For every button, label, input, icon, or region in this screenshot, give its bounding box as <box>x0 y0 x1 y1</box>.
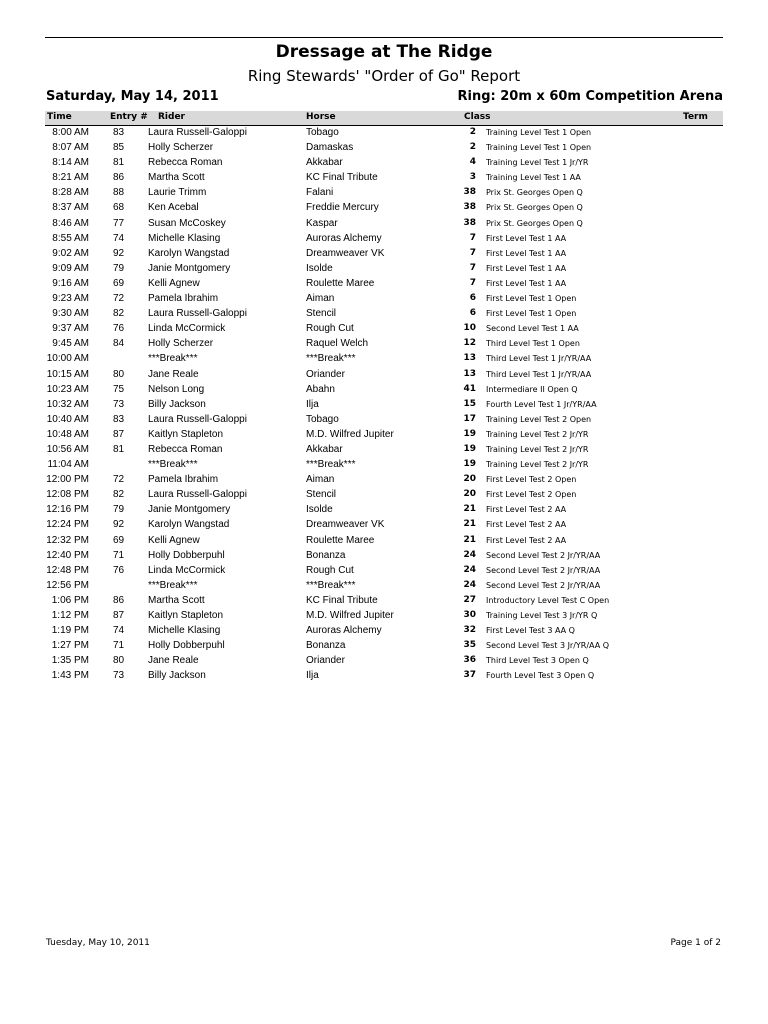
table-row <box>45 564 723 579</box>
row-rider: Kaitlyn Stapleton <box>148 428 224 440</box>
row-class-name: Training Level Test 1 Open <box>486 128 592 137</box>
row-class-name: Introductory Level Test C Open <box>486 595 610 605</box>
row-rider: Kelli Agnew <box>148 277 200 289</box>
row-time: 12:16 PM <box>46 504 89 516</box>
col-header-entry: Entry # <box>110 112 148 122</box>
row-rider: Pamela Ibrahim <box>148 474 219 486</box>
table-row <box>45 624 723 639</box>
row-time: 12:48 PM <box>46 564 89 576</box>
row-rider: Laura Russell-Galoppi <box>148 127 247 138</box>
row-horse: Tobago <box>306 413 339 425</box>
row-entry: 74 <box>113 625 125 637</box>
row-class-name: First Level Test 2 Open <box>486 475 577 485</box>
table-row <box>45 262 723 277</box>
row-rider: ***Break*** <box>148 459 198 471</box>
row-time: 9:30 AM <box>52 308 89 320</box>
row-entry: 88 <box>113 187 125 199</box>
row-horse: Aiman <box>306 293 335 305</box>
row-rider: Janie Montgomery <box>148 504 231 516</box>
table-row <box>45 669 723 684</box>
row-rider: Linda McCormick <box>148 564 226 576</box>
row-class-number: 27 <box>463 594 476 605</box>
table-row <box>45 186 723 201</box>
row-horse: Bonanza <box>306 549 346 561</box>
row-horse: KC Final Tribute <box>306 594 378 606</box>
row-class-number: 17 <box>463 413 476 424</box>
row-class-name: Training Level Test 2 Jr/YR <box>486 460 589 470</box>
row-class-number: 19 <box>463 459 476 470</box>
row-horse: Isolde <box>306 262 333 274</box>
row-time: 9:45 AM <box>52 338 89 350</box>
row-entry: 71 <box>113 640 125 652</box>
row-entry: 73 <box>113 670 125 682</box>
row-horse: Oriander <box>306 655 345 667</box>
row-entry: 72 <box>113 474 125 486</box>
row-class-number: 6 <box>469 293 476 304</box>
row-entry: 92 <box>113 519 125 531</box>
row-entry: 80 <box>113 655 125 667</box>
row-entry: 75 <box>113 383 125 395</box>
row-entry: 86 <box>113 172 125 184</box>
row-horse: Freddie Mercury <box>306 202 379 214</box>
order-of-go-table <box>45 126 723 684</box>
row-time: 9:23 AM <box>52 293 89 305</box>
row-time: 1:19 PM <box>51 625 89 637</box>
row-rider: Janie Montgomery <box>148 262 231 274</box>
row-rider: Susan McCoskey <box>148 217 226 229</box>
row-rider: Ken Acebal <box>148 202 199 214</box>
row-horse: M.D. Wilfred Jupiter <box>306 428 394 440</box>
row-time: 9:02 AM <box>52 247 89 259</box>
row-rider: Karolyn Wangstad <box>148 247 230 259</box>
row-rider: Holly Dobberpuhl <box>148 640 225 652</box>
row-time: 10:32 AM <box>46 398 89 410</box>
row-time: 12:32 PM <box>46 534 89 546</box>
row-time: 8:28 AM <box>52 187 89 199</box>
row-horse: ***Break*** <box>306 579 356 591</box>
row-horse: Aiman <box>306 474 335 486</box>
table-row <box>45 398 723 413</box>
row-horse: Auroras Alchemy <box>306 232 382 244</box>
table-header <box>45 111 723 126</box>
table-row <box>45 473 723 488</box>
table-row <box>45 247 723 262</box>
table-row <box>45 639 723 654</box>
row-entry: 79 <box>113 262 125 274</box>
row-rider: Michelle Klasing <box>148 625 221 637</box>
row-entry: 84 <box>113 338 125 350</box>
row-class-name: Prix St. Georges Open Q <box>486 203 583 213</box>
row-rider: Kaitlyn Stapleton <box>148 610 224 621</box>
table-row <box>45 141 723 156</box>
row-horse: M.D. Wilfred Jupiter <box>306 610 394 621</box>
row-rider: Holly Dobberpuhl <box>148 549 225 561</box>
ring-name: Ring: 20m x 60m Competition Arena <box>457 89 723 104</box>
table-row <box>45 518 723 533</box>
row-class-number: 6 <box>469 308 476 319</box>
col-header-class: Class <box>464 112 491 122</box>
row-class-name: First Level Test 1 AA <box>486 278 567 288</box>
row-class-number: 32 <box>463 625 476 636</box>
row-entry: 82 <box>113 308 125 320</box>
event-date: Saturday, May 14, 2011 <box>46 89 219 104</box>
row-time: 8:14 AM <box>52 157 89 169</box>
row-time: 9:37 AM <box>52 323 89 335</box>
row-rider: Karolyn Wangstad <box>148 519 230 531</box>
row-class-number: 13 <box>463 368 476 379</box>
table-row <box>45 337 723 352</box>
row-class-number: 13 <box>463 353 476 364</box>
row-class-name: Second Level Test 2 Jr/YR/AA <box>486 565 601 575</box>
row-rider: Nelson Long <box>148 383 205 395</box>
table-row <box>45 654 723 669</box>
row-rider: Martha Scott <box>148 172 205 184</box>
report-subtitle: Ring Stewards' "Order of Go" Report <box>247 67 521 85</box>
row-horse: Akkabar <box>306 157 343 169</box>
row-horse: Rough Cut <box>306 323 354 335</box>
row-horse: Akkabar <box>306 443 343 455</box>
row-time: 12:24 PM <box>46 519 89 531</box>
row-class-number: 37 <box>463 670 476 681</box>
row-entry: 83 <box>113 413 125 425</box>
row-horse: KC Final Tribute <box>306 172 378 184</box>
row-class-number: 7 <box>469 247 476 258</box>
row-class-name: Third Level Test 1 Jr/YR/AA <box>486 354 592 364</box>
row-class-name: Intermediare II Open Q <box>486 384 578 394</box>
row-time: 1:06 PM <box>51 594 89 606</box>
table-row <box>45 609 723 624</box>
row-class-name: Third Level Test 1 Jr/YR/AA <box>486 369 592 379</box>
row-class-number: 24 <box>463 564 476 575</box>
table-row <box>45 292 723 307</box>
row-horse: Raquel Welch <box>306 338 369 350</box>
row-entry: 80 <box>113 368 125 380</box>
row-class-name: First Level Test 1 AA <box>486 248 567 258</box>
row-class-number: 12 <box>463 338 476 349</box>
row-horse: Tobago <box>306 127 339 138</box>
row-class-number: 36 <box>463 655 476 666</box>
row-class-name: First Level Test 2 AA <box>486 535 567 545</box>
row-class-number: 24 <box>463 549 476 560</box>
row-entry: 72 <box>113 293 125 305</box>
row-horse: Roulette Maree <box>306 277 375 289</box>
row-class-name: First Level Test 1 Open <box>486 309 577 319</box>
row-entry: 79 <box>113 504 125 516</box>
row-rider: Linda McCormick <box>148 323 226 335</box>
table-row <box>45 383 723 398</box>
row-class-name: Training Level Test 2 Open <box>486 414 592 424</box>
row-class-name: Second Level Test 2 Jr/YR/AA <box>486 580 601 590</box>
row-class-number: 41 <box>463 383 476 394</box>
row-class-number: 30 <box>463 610 476 620</box>
row-class-name: First Level Test 2 AA <box>486 505 567 515</box>
table-row <box>45 413 723 428</box>
row-class-number: 21 <box>463 519 476 530</box>
row-class-number: 38 <box>463 202 476 213</box>
row-horse: Isolde <box>306 504 333 516</box>
row-horse: Dreamweaver VK <box>306 247 385 259</box>
row-class-name: Training Level Test 2 Jr/YR <box>486 444 589 454</box>
row-class-number: 19 <box>463 428 476 439</box>
row-entry: 87 <box>113 610 125 621</box>
table-row <box>45 201 723 216</box>
row-class-number: 35 <box>463 640 476 651</box>
row-class-name: First Level Test 1 AA <box>486 233 567 243</box>
row-time: 10:00 AM <box>46 353 89 365</box>
row-rider: Billy Jackson <box>148 670 206 682</box>
row-horse: Auroras Alchemy <box>306 625 382 637</box>
row-horse: Stencil <box>306 489 337 501</box>
row-class-name: Second Level Test 3 Jr/YR/AA Q <box>486 641 610 651</box>
row-rider: Laura Russell-Galoppi <box>148 308 247 320</box>
row-horse: Dreamweaver VK <box>306 519 385 531</box>
row-time: 8:37 AM <box>52 202 89 214</box>
row-horse: Oriander <box>306 368 345 380</box>
row-class-name: Training Level Test 1 Jr/YR <box>486 158 589 168</box>
table-row <box>45 549 723 564</box>
row-entry: 76 <box>113 564 125 576</box>
row-class-name: Training Level Test 1 AA <box>486 173 581 183</box>
row-horse: ***Break*** <box>306 353 356 365</box>
row-class-number: 2 <box>469 127 476 137</box>
row-entry: 81 <box>113 443 125 455</box>
row-rider: Billy Jackson <box>148 398 206 410</box>
row-rider: Jane Reale <box>148 368 199 380</box>
row-entry: 86 <box>113 594 125 606</box>
row-time: 8:21 AM <box>52 172 89 184</box>
row-horse: Bonanza <box>306 640 346 652</box>
row-class-name: Prix St. Georges Open Q <box>486 218 583 228</box>
table-row <box>45 443 723 458</box>
row-class-name: First Level Test 2 Open <box>486 490 577 500</box>
row-class-number: 7 <box>469 277 476 288</box>
row-class-number: 4 <box>469 157 476 168</box>
row-class-number: 15 <box>463 398 476 409</box>
row-horse: Ilja <box>306 398 319 410</box>
row-horse: Falani <box>306 187 334 199</box>
col-header-time: Time <box>47 112 72 122</box>
row-class-name: Third Level Test 3 Open Q <box>486 656 589 666</box>
row-rider: Jane Reale <box>148 655 199 667</box>
row-time: 8:46 AM <box>52 217 89 229</box>
table-row <box>45 488 723 503</box>
table-row <box>45 534 723 549</box>
row-entry: 87 <box>113 428 125 440</box>
row-time: 1:27 PM <box>51 640 89 652</box>
report-title: Dressage at The Ridge <box>275 42 493 62</box>
row-time: 12:40 PM <box>46 549 89 561</box>
row-class-name: Training Level Test 3 Jr/YR Q <box>486 611 598 620</box>
table-row <box>45 171 723 186</box>
table-row <box>45 217 723 232</box>
col-header-horse: Horse <box>306 112 336 122</box>
row-class-name: Fourth Level Test 3 Open Q <box>486 671 595 681</box>
row-class-name: Prix St. Georges Open Q <box>486 188 583 198</box>
table-row <box>45 156 723 171</box>
row-time: 1:12 PM <box>51 610 89 621</box>
row-class-name: Third Level Test 1 Open <box>486 339 580 349</box>
row-class-name: First Level Test 1 AA <box>486 263 567 273</box>
row-rider: Rebecca Roman <box>148 157 223 169</box>
row-entry: 69 <box>113 277 125 289</box>
row-time: 10:56 AM <box>46 443 89 455</box>
row-class-number: 21 <box>463 504 476 515</box>
row-rider: Laurie Trimm <box>148 187 207 199</box>
row-rider: ***Break*** <box>148 579 198 591</box>
row-rider: Rebecca Roman <box>148 443 223 455</box>
row-class-number: 7 <box>469 262 476 273</box>
row-horse: Damaskas <box>306 142 354 154</box>
row-horse: Kaspar <box>306 217 338 229</box>
table-row <box>45 428 723 443</box>
row-time: 1:35 PM <box>51 655 89 667</box>
table-row <box>45 368 723 383</box>
row-time: 1:43 PM <box>51 670 89 682</box>
row-entry: 73 <box>113 398 125 410</box>
row-entry: 74 <box>113 232 125 244</box>
row-rider: Martha Scott <box>148 594 205 606</box>
row-entry: 71 <box>113 549 125 561</box>
row-horse: ***Break*** <box>306 459 356 471</box>
table-row <box>45 503 723 518</box>
row-entry: 85 <box>113 142 125 154</box>
row-class-number: 38 <box>463 187 476 198</box>
row-class-number: 20 <box>463 474 476 485</box>
row-rider: Michelle Klasing <box>148 232 221 244</box>
row-time: 8:07 AM <box>52 142 89 154</box>
table-row <box>45 458 723 473</box>
row-class-number: 2 <box>469 142 476 153</box>
row-class-number: 7 <box>469 232 476 243</box>
row-rider: Holly Scherzer <box>148 338 214 350</box>
row-class-name: Training Level Test 2 Jr/YR <box>486 429 589 439</box>
row-class-name: First Level Test 1 Open <box>486 294 577 304</box>
row-class-number: 19 <box>463 443 476 454</box>
col-header-rider: Rider <box>158 112 185 122</box>
row-entry: 76 <box>113 323 125 335</box>
table-row <box>45 307 723 322</box>
row-time: 10:40 AM <box>46 413 89 425</box>
row-class-number: 20 <box>463 489 476 500</box>
row-time: 10:15 AM <box>46 368 89 380</box>
row-horse: Roulette Maree <box>306 534 375 546</box>
row-time: 10:23 AM <box>46 383 89 395</box>
table-row <box>45 594 723 609</box>
row-class-number: 38 <box>463 217 476 228</box>
row-entry: 92 <box>113 247 125 259</box>
page-number: Page 1 of 2 <box>670 938 721 948</box>
printed-date: Tuesday, May 10, 2011 <box>46 938 150 948</box>
row-horse: Stencil <box>306 308 337 320</box>
row-rider: Holly Scherzer <box>148 142 214 154</box>
row-time: 9:16 AM <box>52 277 89 289</box>
row-entry: 81 <box>113 157 125 169</box>
row-class-number: 21 <box>463 534 476 545</box>
row-class-name: Fourth Level Test 1 Jr/YR/AA <box>486 399 597 409</box>
row-time: 12:00 PM <box>46 474 89 486</box>
row-entry: 83 <box>113 127 125 138</box>
table-row <box>45 579 723 594</box>
row-time: 12:56 PM <box>46 579 89 591</box>
table-row <box>45 126 723 141</box>
row-entry: 68 <box>113 202 125 214</box>
row-time: 12:08 PM <box>46 489 89 501</box>
row-horse: Ilja <box>306 670 319 682</box>
row-time: 8:00 AM <box>52 127 89 138</box>
row-rider: Laura Russell-Galoppi <box>148 489 247 501</box>
row-time: 11:04 AM <box>47 459 89 471</box>
row-entry: 77 <box>113 217 125 229</box>
row-class-number: 3 <box>469 172 476 183</box>
table-row <box>45 352 723 367</box>
row-class-name: First Level Test 2 AA <box>486 520 567 530</box>
row-rider: Pamela Ibrahim <box>148 293 219 305</box>
row-class-name: Training Level Test 1 Open <box>486 143 592 153</box>
row-class-name: First Level Test 3 AA Q <box>486 626 575 636</box>
row-rider: Kelli Agnew <box>148 534 200 546</box>
row-rider: ***Break*** <box>148 353 198 365</box>
table-row <box>45 322 723 337</box>
row-class-name: Second Level Test 1 AA <box>486 324 579 334</box>
row-time: 10:48 AM <box>46 428 89 440</box>
row-entry: 82 <box>113 489 125 501</box>
row-class-name: Second Level Test 2 Jr/YR/AA <box>486 550 601 560</box>
col-header-term: Term <box>683 112 708 122</box>
row-class-number: 24 <box>463 579 476 590</box>
row-class-number: 10 <box>463 323 476 334</box>
row-time: 8:55 AM <box>52 232 89 244</box>
top-rule <box>45 37 723 38</box>
table-row <box>45 232 723 247</box>
row-horse: Abahn <box>306 383 335 395</box>
table-row <box>45 277 723 292</box>
row-horse: Rough Cut <box>306 564 354 576</box>
row-entry: 69 <box>113 534 125 546</box>
row-rider: Laura Russell-Galoppi <box>148 413 247 425</box>
row-time: 9:09 AM <box>52 262 89 274</box>
